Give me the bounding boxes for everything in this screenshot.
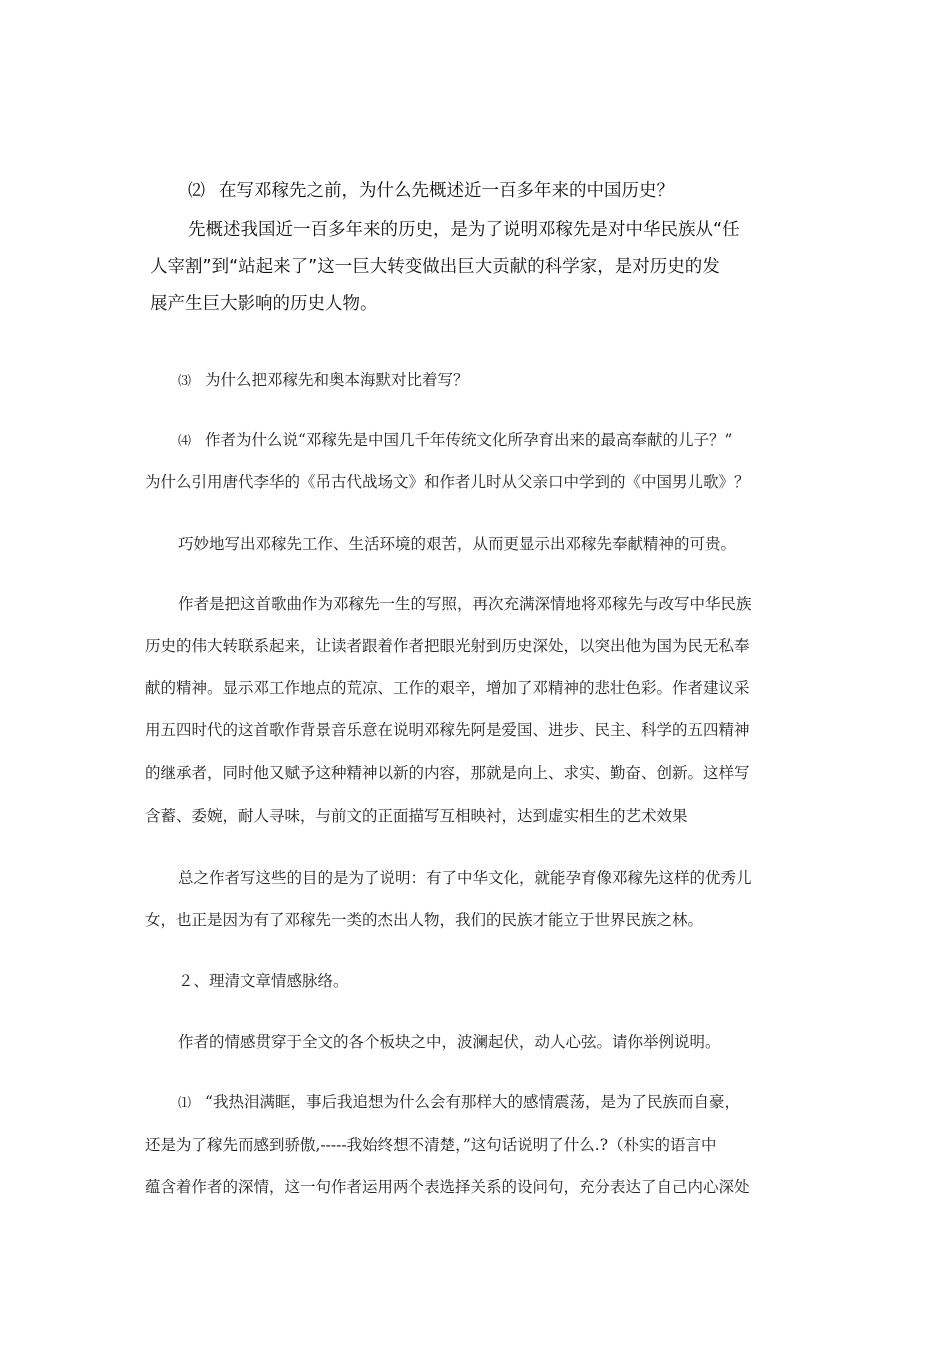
question-1-line-3: 蕴含着作者的深情，这一句作者运用两个表选择关系的设问句，充分表达了自己内心深处 xyxy=(145,1178,750,1196)
question-1-line-2: 还是为了稼先而感到骄傲,-----我始终想不清楚，”这句话说明了什么.?（朴实的语言中 xyxy=(145,1136,717,1154)
paragraph-2-line-5: 的继承者，同时他又赋予这种精神以新的内容，那就是向上、求实、勤奋、创新。这样写 xyxy=(145,764,750,782)
section-2-heading: ２、理清文章情感脉络。 xyxy=(178,972,349,990)
paragraph-3-line-1: 总之作者写这些的目的是为了说明：有了中华文化，就能孕育像邓稼先这样的优秀儿 xyxy=(178,869,752,887)
paragraph-4: 作者的情感贯穿于全文的各个板块之中，波澜起伏，动人心弦。请你举例说明。 xyxy=(178,1033,721,1051)
question-3-number: ⑶ xyxy=(178,374,192,389)
paragraph-2-line-1: 作者是把这首歌曲作为邓稼先一生的写照，再次充满深情地将邓稼先与改写中华民族 xyxy=(178,595,752,613)
paragraph-1: 巧妙地写出邓稼先工作、生活环境的艰苦，从而更显示出邓稼先奉献精神的可贵。 xyxy=(178,535,737,553)
answer-2-line-1: 先概述我国近一百多年来的历史，是为了说明邓稼先是对中华民族从“任 xyxy=(188,220,740,240)
question-2 xyxy=(188,176,674,202)
question-4-line-1 xyxy=(178,428,732,450)
question-3 xyxy=(178,368,469,390)
question-4-line-2: 为什么引用唐代李华的《吊古代战场文》和作者儿时从父亲口中学到的《中国男儿歌》？ xyxy=(145,473,750,491)
paragraph-2-line-6: 含蓄、委婉，耐人寻味，与前文的正面描写互相映衬，达到虚实相生的艺术效果 xyxy=(145,807,688,825)
question-2-number: ⑵ xyxy=(188,181,205,201)
question-3-text: 为什么把邓稼先和奥本海默对比着写？ xyxy=(205,371,469,389)
question-4-number: ⑷ xyxy=(178,434,192,449)
paragraph-3-line-2: 女，也正是因为有了邓稼先一类的杰出人物，我们的民族才能立于世界民族之林。 xyxy=(145,911,704,929)
question-4-text: 作者为什么说“邓稼先是中国几千年传统文化所孕育出来的最高奉献的儿子？” xyxy=(205,431,733,449)
paragraph-2-line-3: 献的精神。显示邓工作地点的荒凉、工作的艰辛，增加了邓精神的悲壮色彩。作者建议采 xyxy=(145,679,750,697)
question-1-line-1 xyxy=(178,1090,740,1112)
paragraph-2-line-2: 历史的伟大转联系起来，让读者跟着作者把眼光射到历史深处，以突出他为国为民无私奉 xyxy=(145,637,750,655)
question-1-number: ⑴ xyxy=(178,1096,192,1111)
answer-2-line-2: 人宰割”到“站起来了”这一巨大转变做出巨大贡献的科学家，是对历史的发 xyxy=(150,257,720,277)
paragraph-2-line-4: 用五四时代的这首歌作背景音乐意在说明邓稼先阿是爱国、进步、民主、科学的五四精神 xyxy=(145,721,750,739)
question-1-text: “我热泪满眶，事后我追想为什么会有那样大的感情震荡，是为了民族而自豪， xyxy=(205,1093,740,1111)
question-2-text: 在写邓稼先之前，为什么先概述近一百多年来的中国历史？ xyxy=(219,181,674,201)
answer-2-line-3: 展产生巨大影响的历史人物。 xyxy=(150,294,378,314)
